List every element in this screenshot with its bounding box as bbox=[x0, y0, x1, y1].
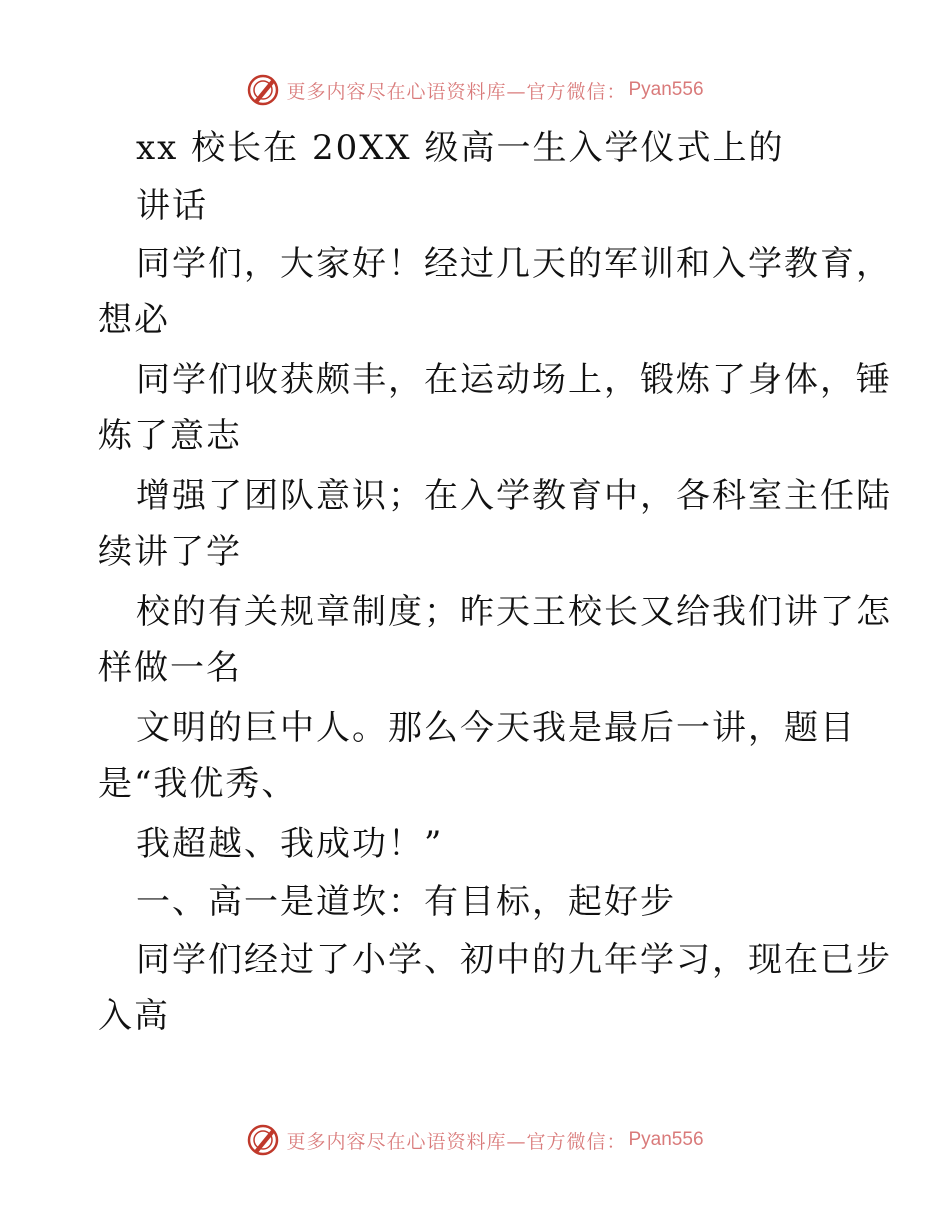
pen-logo-icon bbox=[246, 73, 280, 107]
paragraph-line: 想必 bbox=[98, 300, 170, 340]
paragraph-line: 同学们，大家好！经过几天的军训和入学教育， bbox=[136, 244, 892, 284]
section-heading: 一、高一是道坎：有目标，起好步 bbox=[136, 882, 676, 922]
paragraph-line: 校的有关规章制度；昨天王校长又给我们讲了怎 bbox=[136, 592, 892, 632]
paragraph-line: 文明的巨中人。那么今天我是最后一讲，题目 bbox=[136, 708, 856, 748]
doc-title-line: xx 校长在 20XX 级高一生入学仪式上的 bbox=[136, 128, 785, 168]
paragraph-line: 续讲了学 bbox=[98, 532, 242, 572]
paragraph-line: 同学们经过了小学、初中的九年学习，现在已步 bbox=[136, 940, 892, 980]
paragraph-line: 增强了团队意识；在入学教育中，各科室主任陆 bbox=[136, 476, 892, 516]
banner-text: 更多内容尽在心语资料库—官方微信： bbox=[286, 80, 627, 103]
paragraph-line: 同学们收获颇丰，在运动场上，锻炼了身体，锤 bbox=[136, 360, 892, 400]
paragraph-line: 入高 bbox=[98, 996, 170, 1036]
paragraph-line: 我超越、我成功！” bbox=[136, 824, 444, 864]
banner-wechat-id: Pyan556 bbox=[628, 1129, 704, 1150]
footer-watermark-banner bbox=[0, 1120, 950, 1160]
paragraph-line: 是“我优秀、 bbox=[98, 764, 298, 804]
banner-wechat-id: Pyan556 bbox=[628, 79, 704, 100]
doc-title-line: 讲话 bbox=[136, 186, 208, 226]
header-watermark-banner bbox=[0, 70, 950, 110]
paragraph-line: 样做一名 bbox=[98, 648, 242, 688]
banner-text: 更多内容尽在心语资料库—官方微信： bbox=[286, 1130, 627, 1153]
paragraph-line: 炼了意志 bbox=[98, 416, 242, 456]
pen-logo-icon bbox=[246, 1123, 280, 1157]
